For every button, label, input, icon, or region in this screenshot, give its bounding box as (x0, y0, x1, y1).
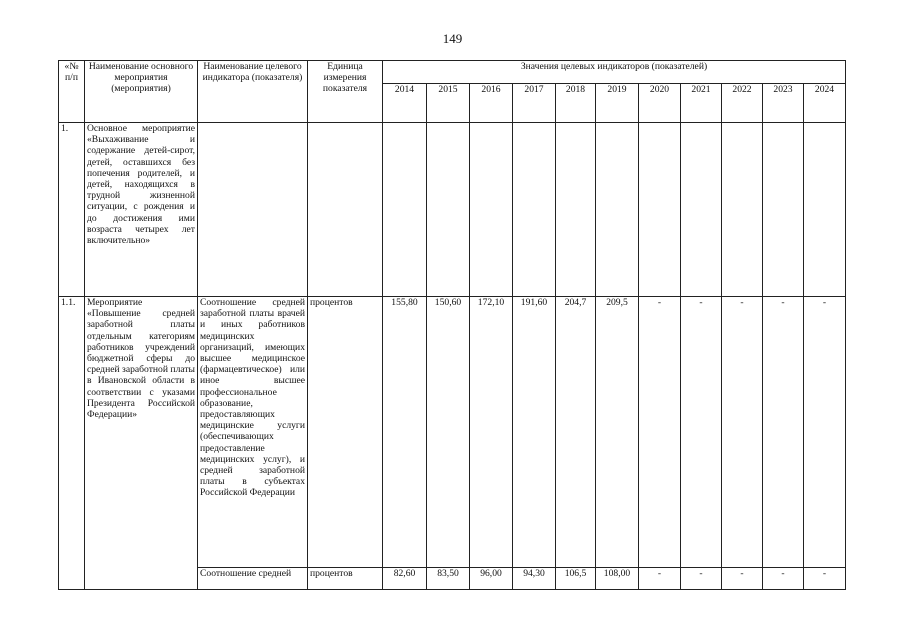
value-cell: - (763, 297, 804, 568)
value-cell: 150,60 (427, 297, 470, 568)
value-cell: 96,00 (470, 568, 513, 590)
value-cell: - (639, 568, 681, 590)
value-cell: 82,60 (383, 568, 427, 590)
unit-cell: процентов (308, 568, 383, 590)
value-cell: 172,10 (470, 297, 513, 568)
value-cell: - (681, 297, 722, 568)
event-name-cell: Основное мероприятие «Выхаживание и содержание детей-сирот, детей, оставшихся без попечения родителей, и детей, находящихся в трудной жизненной ситуации, с рождения и до достижения ими возраста четырех лет включительно» (85, 123, 198, 297)
row-num: 1. (59, 123, 85, 297)
value-cell: 108,00 (596, 568, 639, 590)
value-cell: - (722, 297, 763, 568)
value-cell: 204,7 (556, 297, 596, 568)
value-cell: - (639, 297, 681, 568)
indicator-name-cell: Соотношение средней заработной платы врачей и иных работников медицинских организаций, имеющих высшее медицинское (фармацевтическое) или иное высшее профессиональное образование, предоставляющих медицинские услуги (обеспечивающих предоставление медицинских услуг), и средней заработной платы в субъектах Российской Федерации (198, 297, 308, 568)
unit-cell: процентов (308, 297, 383, 568)
indicator-name-cell (198, 123, 308, 297)
year-header: 2021 (681, 84, 722, 123)
value-cell: - (763, 568, 804, 590)
value-cell (513, 123, 556, 297)
table-row (59, 297, 846, 568)
value-cell: 94,30 (513, 568, 556, 590)
value-cell: 106,5 (556, 568, 596, 590)
year-header: 2018 (556, 84, 596, 123)
value-cell (639, 123, 681, 297)
value-cell: - (722, 568, 763, 590)
value-cell (556, 123, 596, 297)
indicators-table (58, 60, 846, 590)
value-cell (383, 123, 427, 297)
row-num: 1.1. (59, 297, 85, 590)
year-header: 2014 (383, 84, 427, 123)
header-unit: Единица измерения показателя (308, 61, 383, 123)
header-event-name: Наименование основного мероприятия (мероприятия) (85, 61, 198, 123)
year-header: 2019 (596, 84, 639, 123)
value-cell: 191,60 (513, 297, 556, 568)
year-header: 2020 (639, 84, 681, 123)
value-cell (763, 123, 804, 297)
unit-cell (308, 123, 383, 297)
value-cell: - (804, 568, 846, 590)
value-cell: - (681, 568, 722, 590)
year-header: 2017 (513, 84, 556, 123)
value-cell (804, 123, 846, 297)
value-cell (681, 123, 722, 297)
year-header: 2015 (427, 84, 470, 123)
value-cell (722, 123, 763, 297)
value-cell: - (804, 297, 846, 568)
table-row (59, 123, 846, 297)
page-number: 149 (442, 31, 463, 46)
year-header: 2023 (763, 84, 804, 123)
value-cell (596, 123, 639, 297)
event-name-cell: Мероприятие «Повышение средней заработной платы отдельным категориям работников учреждений бюджетной сферы до средней заработной платы в Ивановской области в соответствии с указами Президента Российской Федерации» (85, 297, 198, 590)
year-header: 2022 (722, 84, 763, 123)
indicator-name-cell: Соотношение средней (198, 568, 308, 590)
header-values-title: Значения целевых индикаторов (показателей) (383, 61, 846, 84)
value-cell: 209,5 (596, 297, 639, 568)
value-cell (470, 123, 513, 297)
year-header: 2016 (470, 84, 513, 123)
value-cell (427, 123, 470, 297)
value-cell: 155,80 (383, 297, 427, 568)
header-num: «№ п/п (59, 61, 85, 123)
value-cell: 83,50 (427, 568, 470, 590)
year-header: 2024 (804, 84, 846, 123)
header-indicator-name: Наименование целевого индикатора (показателя) (198, 61, 308, 123)
